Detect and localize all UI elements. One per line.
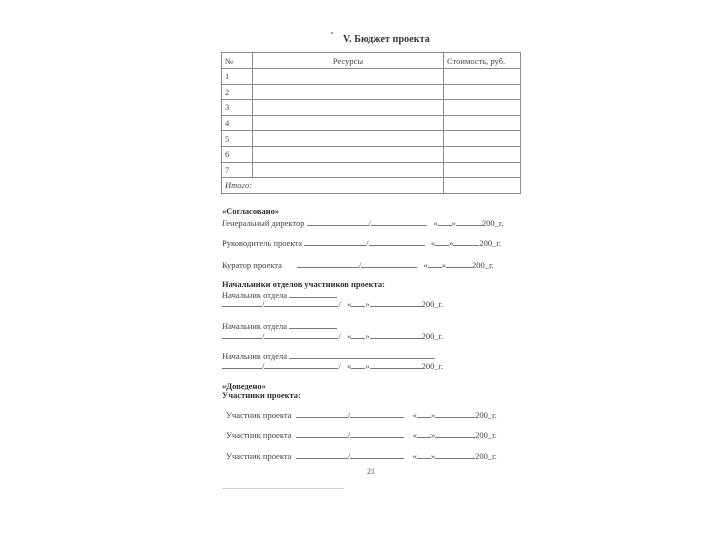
col-header-number: №	[222, 53, 253, 69]
name-blank	[358, 259, 417, 270]
day-blank	[438, 217, 452, 226]
resource-cell	[253, 100, 444, 116]
section-title: V. Бюджет проекта	[343, 34, 430, 45]
table-row	[222, 162, 521, 178]
name-blank	[264, 360, 338, 369]
cost-cell	[444, 131, 521, 147]
row-number: 6	[222, 146, 253, 162]
table-row	[222, 115, 521, 131]
row-number: 3	[222, 100, 253, 116]
informed-heading: «Доведено»	[222, 381, 266, 391]
date-quote-close: »	[441, 260, 446, 270]
row-number: 2	[222, 84, 253, 100]
month-blank	[453, 237, 479, 246]
year-label: 200_г.	[475, 430, 497, 440]
year-label: 200_г.	[475, 451, 497, 461]
cost-cell	[444, 69, 521, 85]
cost-cell	[444, 115, 521, 131]
department-head-signature-3: / / « » 200_г.	[222, 360, 443, 371]
year-label: 200_г.	[479, 238, 502, 248]
signature-blank	[296, 409, 348, 418]
dept-label: Начальник отдела	[222, 321, 288, 331]
day-blank	[417, 409, 431, 418]
date-quote-open: «	[433, 218, 438, 228]
signature-blank	[222, 360, 262, 369]
date-quote-open: «	[423, 260, 428, 270]
dept-name-blank	[289, 350, 435, 359]
footer-rule	[222, 488, 344, 489]
resource-cell	[253, 146, 444, 162]
role-label: Руководитель проекта	[222, 238, 303, 248]
month-blank	[435, 409, 475, 418]
row-number: 4	[222, 115, 253, 131]
page-number: 21	[367, 467, 375, 476]
year-label: 200_г.	[481, 218, 504, 228]
month-blank	[456, 217, 482, 226]
row-number: 5	[222, 131, 253, 147]
col-header-resources: Ресурсы	[253, 53, 444, 69]
agreed-heading: «Согласовано»	[222, 206, 280, 216]
slash-separator: /	[368, 218, 372, 228]
signature-blank	[304, 237, 369, 248]
name-blank	[368, 217, 427, 228]
name-blank	[369, 237, 425, 246]
month-blank	[370, 298, 422, 307]
day-blank	[351, 298, 365, 307]
departments-heading: Начальники отделов участников проекта:	[222, 279, 385, 289]
signature-blank	[222, 330, 262, 339]
table-header-row	[222, 53, 521, 69]
table-row	[222, 84, 521, 100]
signature-line-curator	[222, 259, 494, 270]
cost-cell	[444, 84, 521, 100]
resource-cell	[253, 115, 444, 131]
role-label: Генеральный директор	[222, 218, 305, 228]
department-head-signature-2: / / « » 200_г.	[222, 330, 443, 341]
row-number: 1	[222, 69, 253, 85]
day-blank	[435, 237, 449, 246]
signature-line-project-manager	[222, 237, 501, 248]
table-total-row	[222, 178, 521, 194]
name-blank	[264, 330, 338, 339]
dept-name-blank	[289, 289, 337, 298]
participant-signature-1: Участник проекта / « » 200_г.	[226, 410, 497, 420]
participant-signature-2: Участник проекта / « » 200_г.	[226, 430, 497, 440]
name-blank	[264, 298, 338, 307]
resource-cell	[253, 69, 444, 85]
table-row	[222, 69, 521, 85]
month-blank	[370, 360, 422, 369]
year-label: 200_г.	[421, 361, 444, 371]
col-header-cost: Стоимость, руб.	[444, 53, 521, 69]
day-blank	[417, 429, 431, 438]
day-blank	[428, 259, 442, 268]
name-blank	[350, 409, 404, 418]
dept-label: Начальник отдела	[222, 290, 288, 300]
day-blank	[417, 450, 431, 459]
table-row	[222, 146, 521, 162]
resource-cell	[253, 162, 444, 178]
resource-cell	[253, 84, 444, 100]
role-label: Куратор проекта	[222, 260, 282, 270]
date-quote-open: «	[430, 238, 436, 248]
table-row	[222, 100, 521, 116]
year-label: 200_г.	[421, 299, 444, 309]
year-label: 200_г.	[471, 260, 494, 270]
total-cost-cell	[444, 178, 521, 194]
cost-cell	[444, 162, 521, 178]
resource-cell	[253, 131, 444, 147]
date-quote-close: »	[451, 218, 456, 228]
role-label: Участник проекта	[226, 430, 292, 440]
participant-signature-3: Участник проекта / « » 200_г.	[226, 451, 497, 461]
participants-subheading: Участники проекта:	[222, 390, 301, 400]
signature-blank	[296, 450, 348, 459]
signature-blank	[297, 259, 362, 270]
slash-separator: /	[366, 238, 369, 248]
signature-line-director	[222, 217, 504, 228]
signature-blank	[296, 429, 348, 438]
total-label: Итого:	[222, 178, 444, 194]
name-blank	[350, 429, 404, 438]
row-number: 7	[222, 162, 253, 178]
month-blank	[446, 259, 472, 268]
cost-cell	[444, 100, 521, 116]
role-label: Участник проекта	[226, 451, 292, 461]
dept-label: Начальник отдела	[222, 351, 288, 361]
signature-blank	[307, 217, 372, 228]
dept-name-blank	[289, 320, 337, 329]
signature-blank	[222, 298, 262, 307]
role-label: Участник проекта	[226, 410, 292, 420]
month-blank	[370, 330, 422, 339]
table-row	[222, 131, 521, 147]
day-blank	[351, 360, 365, 369]
day-blank	[351, 330, 365, 339]
date-quote-close: »	[449, 238, 454, 248]
year-label: 200_г.	[421, 331, 444, 341]
scan-speck	[331, 32, 333, 34]
year-label: 200_г.	[475, 410, 497, 420]
budget-table	[221, 52, 521, 194]
slash-separator: /	[358, 260, 362, 270]
month-blank	[435, 450, 475, 459]
month-blank	[435, 429, 475, 438]
cost-cell	[444, 146, 521, 162]
name-blank	[350, 450, 404, 459]
department-head-signature-1: / / « » 200_г.	[222, 298, 443, 309]
